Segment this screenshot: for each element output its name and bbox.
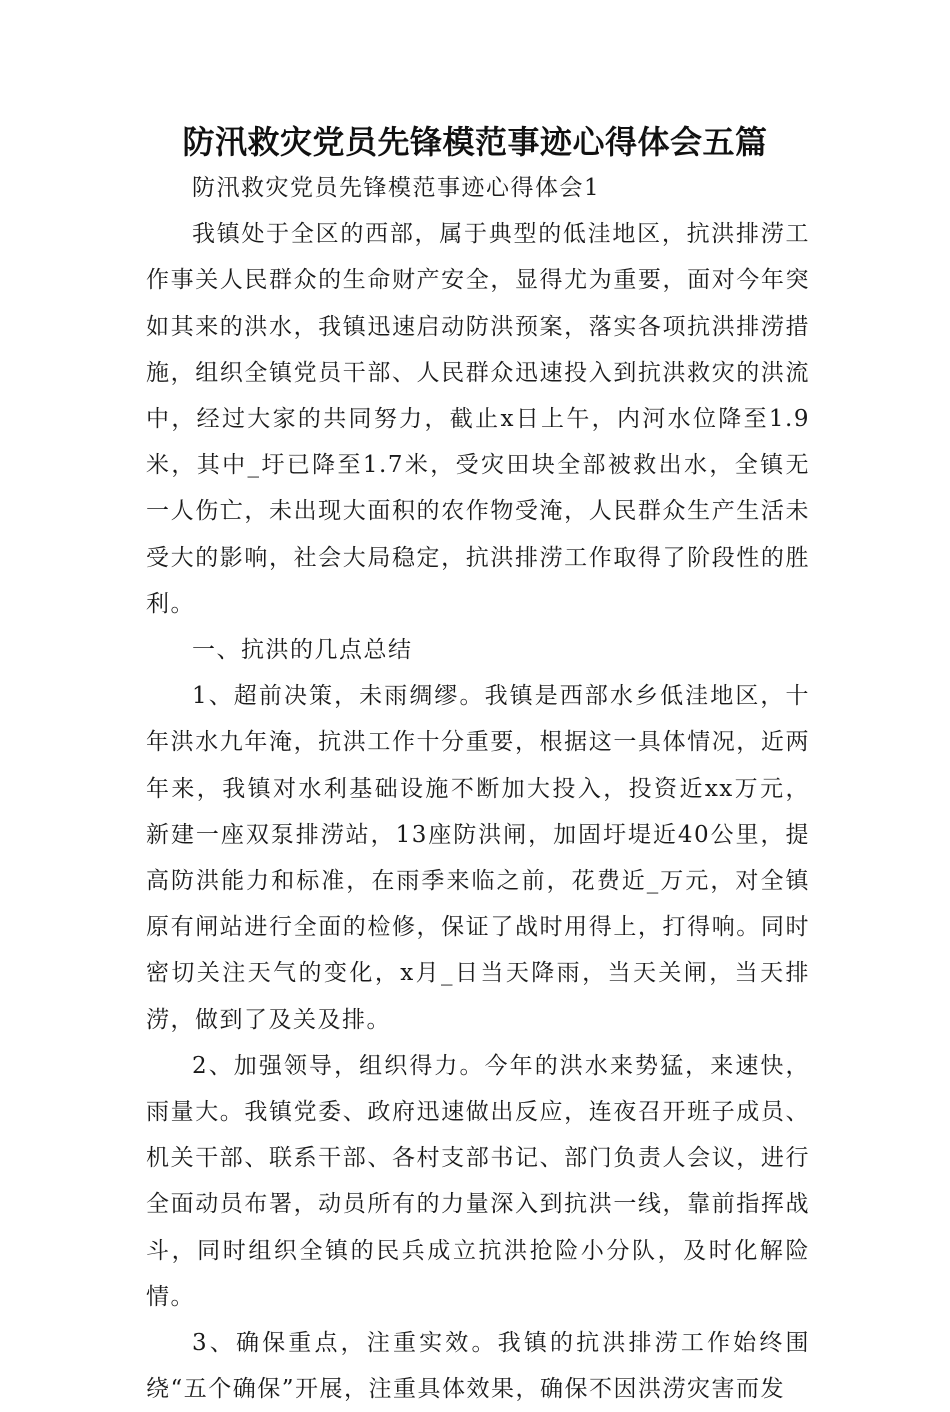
section-heading: 防汛救灾党员先锋模范事迹心得体会1 [192,175,601,201]
document-title: 防汛救灾党员先锋模范事迹心得体会五篇 [182,123,768,161]
document-body [146,165,810,1412]
body-paragraph: 1、超前决策，未雨绸缪。我镇是西部水乡低洼地区，十年洪水九年淹，抗洪工作十分重要，根据这一具体情况，近两年来，我镇对水利基础设施不断加大投入，投资近xx万元，新建一座双泵排涝站，13座防洪闸，加固圩堤近40公里，提高防洪能力和标准，在雨季来临之前，花费近_万元，对全镇原有闸站进行全面的检修，保证了战时用得上，打得响。同时密切关注天气的变化，x月_日当天降雨，当天关闸，当天排涝，做到了及关及排。 [146,683,810,1033]
body-paragraph: 我镇处于全区的西部，属于典型的低洼地区，抗洪排涝工作事关人民群众的生命财产安全，显得尤为重要，面对今年突如其来的洪水，我镇迅速启动防洪预案，落实各项抗洪排涝措施，组织全镇党员干部、人民群众迅速投入到抗洪救灾的洪流中，经过大家的共同努力，截止x日上午，内河水位降至1.9米，其中_圩已降至1.7米，受灾田块全部被救出水，全镇无一人伤亡，未出现大面积的农作物受淹，人民群众生产生活未受大的影响，社会大局稳定，抗洪排涝工作取得了阶段性的胜利。 [146,221,810,617]
body-paragraph: 2、加强领导，组织得力。今年的洪水来势猛，来速快，雨量大。我镇党委、政府迅速做出反应，连夜召开班子成员、机关干部、联系干部、各村支部书记、部门负责人会议，进行全面动员布署，动员所有的力量深入到抗洪一线，靠前指挥战斗，同时组织全镇的民兵成立抗洪抢险小分队，及时化解险情。 [146,1052,810,1310]
subsection-heading: 一、抗洪的几点总结 [192,637,413,664]
body-paragraph: 3、确保重点，注重实效。我镇的抗洪排涝工作始终围绕“五个确保”开展，注重具体效果，确保不因洪涝灾害而发 [146,1330,810,1403]
